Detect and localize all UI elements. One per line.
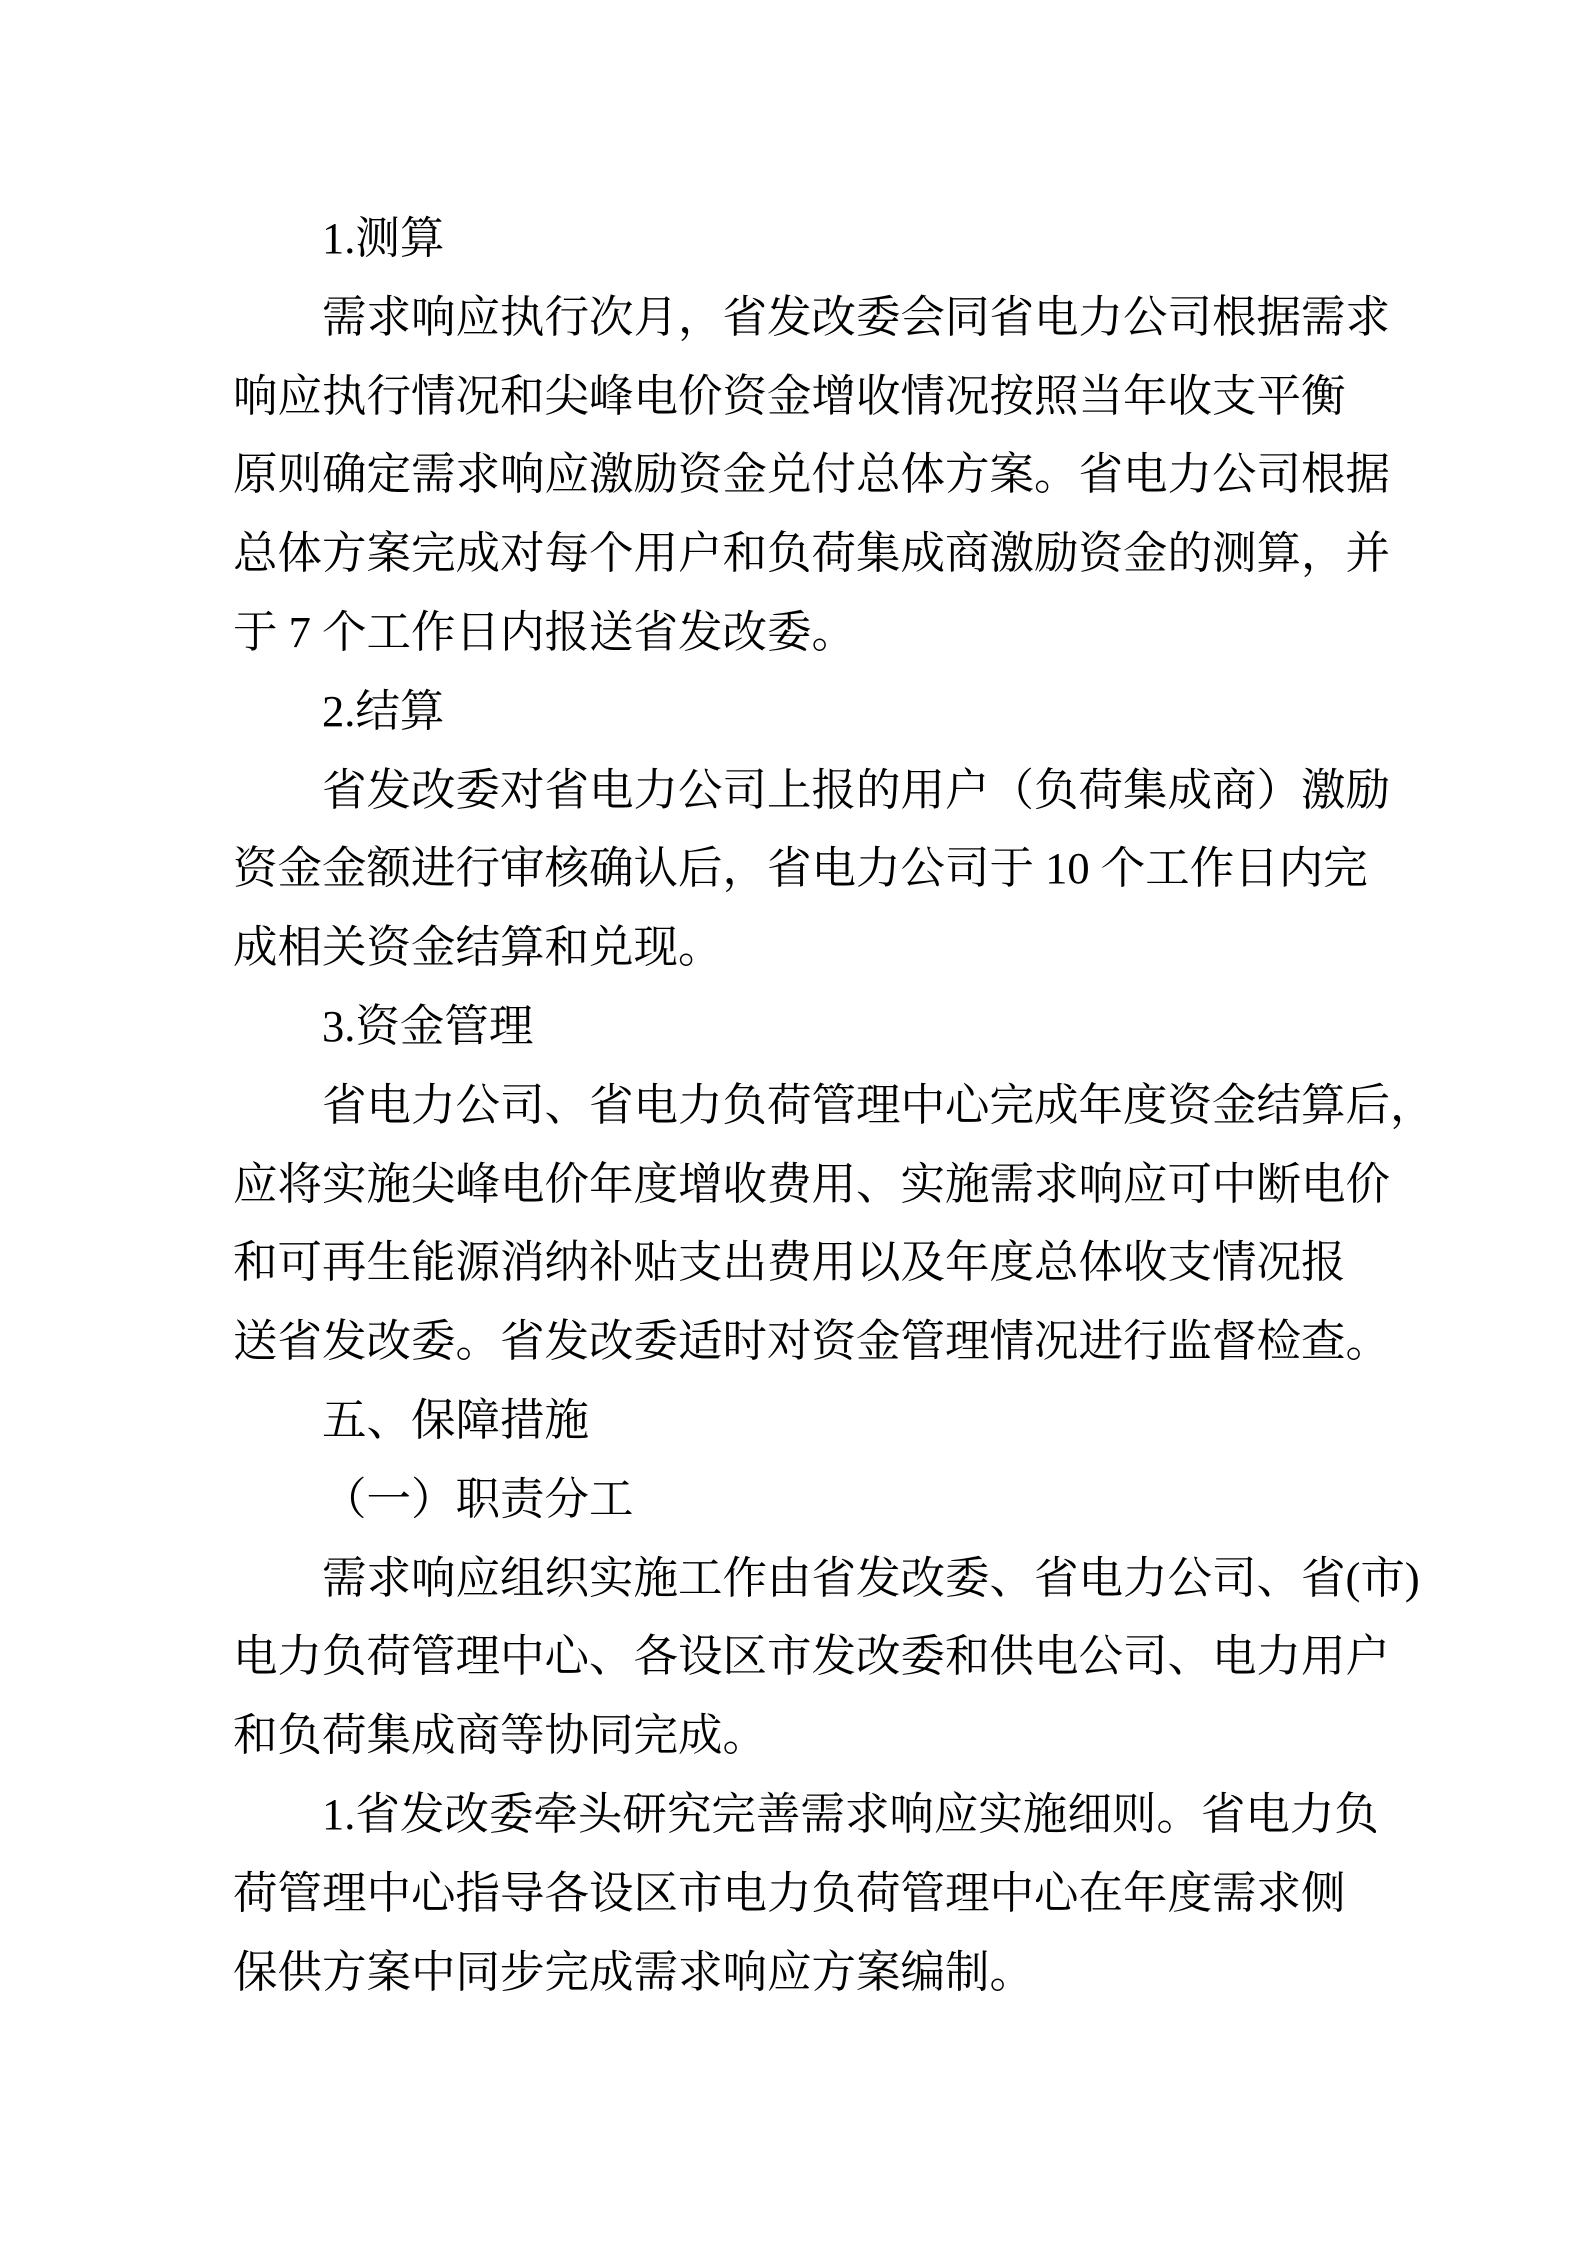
text-line: 需求响应组织实施工作由省发改委、省电力公司、省(市) xyxy=(322,1552,1420,1603)
document-text-block xyxy=(233,199,1533,2011)
text-line: （一）职责分工 xyxy=(322,1473,634,1524)
heading-calculation xyxy=(233,199,1533,278)
text-line: 荷管理中心指导各设区市电力负荷管理中心在年度需求侧 xyxy=(233,1867,1346,1918)
text-line: 于 7 个工作日内报送省发改委。 xyxy=(233,606,857,657)
text-line: 1.省发改委牵头研究完善需求响应实施细则。省电力负 xyxy=(322,1788,1379,1839)
text-line: 原则确定需求响应激励资金兑付总体方案。省电力公司根据 xyxy=(233,449,1391,500)
heading-section-safeguard-measures xyxy=(233,1381,1533,1460)
text-line: 3.资金管理 xyxy=(322,1000,534,1051)
text-line: 1.测算 xyxy=(322,213,445,263)
para-duty-division xyxy=(233,1539,1533,1775)
para-calculation xyxy=(233,278,1533,672)
text-line: 总体方案完成对每个用户和负荷集成商激励资金的测算，并 xyxy=(233,528,1391,579)
para-fund-management xyxy=(233,1066,1533,1381)
text-line: 响应执行情况和尖峰电价资金增收情况按照当年收支平衡 xyxy=(233,370,1346,421)
text-line: 省发改委对省电力公司上报的用户（负荷集成商）激励 xyxy=(322,764,1391,815)
text-line: 应将实施尖峰电价年度增收费用、实施需求响应可中断电价 xyxy=(233,1158,1391,1209)
heading-settlement xyxy=(233,672,1533,751)
text-line: 成相关资金结算和兑现。 xyxy=(233,922,723,973)
text-line: 资金金额进行审核确认后，省电力公司于 10 个工作日内完 xyxy=(233,843,1368,894)
text-line: 2.结算 xyxy=(322,685,445,736)
text-line: 和可再生能源消纳补贴支出费用以及年度总体收支情况报 xyxy=(233,1237,1346,1288)
text-line: 保供方案中同步完成需求响应方案编制。 xyxy=(233,1946,1035,1997)
text-line: 和负荷集成商等协同完成。 xyxy=(233,1710,768,1761)
text-line: 送省发改委。省发改委适时对资金管理情况进行监督检查。 xyxy=(233,1316,1391,1367)
text-line: 电力负荷管理中心、各设区市发改委和供电公司、电力用户 xyxy=(233,1631,1391,1682)
text-line: 五、保障措施 xyxy=(322,1394,590,1445)
para-item-1-implementation-rules xyxy=(233,1775,1533,2011)
para-settlement xyxy=(233,751,1533,987)
heading-fund-management xyxy=(233,987,1533,1066)
text-line: 需求响应执行次月，省发改委会同省电力公司根据需求 xyxy=(322,291,1391,342)
heading-duty-division xyxy=(233,1460,1533,1539)
text-line: 省电力公司、省电力负荷管理中心完成年度资金结算后， xyxy=(322,1079,1435,1130)
